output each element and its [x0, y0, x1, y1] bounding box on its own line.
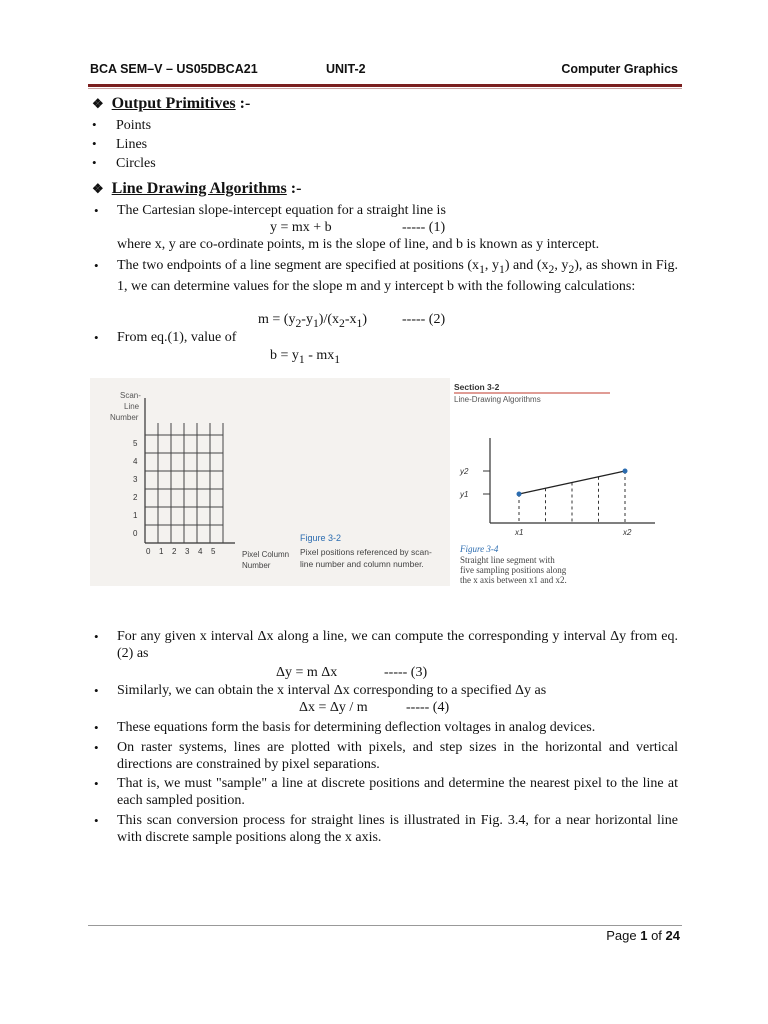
- equation-tag: ----- (2): [402, 312, 446, 327]
- subject-title: Computer Graphics: [561, 62, 678, 76]
- bullet-icon: •: [92, 117, 97, 132]
- equation-3: Δy = m Δx: [276, 665, 338, 680]
- paragraph: On raster systems, lines are plotted with pixels, and step sizes in the horizontal and vertical directions are constrained by pixel separations.: [117, 740, 678, 772]
- section-head: Section 3-2: [454, 382, 500, 392]
- figure-caption: five sampling positions along: [460, 565, 567, 575]
- y-axis-label: Number: [110, 413, 139, 422]
- diamond-bullet-icon: ❖: [92, 181, 104, 196]
- x-label: x1: [515, 528, 524, 537]
- section-title: Line Drawing Algorithms: [111, 180, 287, 197]
- header-rule: [88, 84, 682, 87]
- y-axis-label: Scan-: [120, 391, 141, 400]
- y-tick: 1: [133, 511, 138, 520]
- equation-b: $b = y_1 - mx_1$: [270, 348, 341, 366]
- paragraph: Similarly, we can obtain the x interval Δx corresponding to a specified Δy as: [117, 683, 547, 698]
- x-label: x2: [623, 528, 632, 537]
- equation-2: $m = (y_2-y_1)/(x_2-x_1)$: [258, 312, 367, 330]
- figure-caption: Pixel positions referenced by scan-: [300, 547, 432, 557]
- bullet-icon: •: [92, 155, 97, 170]
- equation-1: y = mx + b: [270, 220, 332, 235]
- paragraph: The two endpoints of a line segment are specified at positions ($x_1$, $y_1$) and ($x_2$, $y_2$), as shown in Fig. 1, we can determine values for the slope m and y intercept b with the following calculations:: [117, 258, 679, 294]
- x-tick: 2: [172, 547, 177, 556]
- bullet-icon: •: [94, 330, 99, 345]
- y-label: y2: [460, 467, 469, 476]
- figure-caption: Straight line segment with: [460, 555, 555, 565]
- figure-3-4: [450, 378, 680, 586]
- x-axis-label: Pixel Column: [242, 550, 290, 559]
- list-item: • Lines: [92, 136, 148, 152]
- paragraph: The Cartesian slope-intercept equation for a straight line is: [117, 203, 446, 218]
- paragraph: These equations form the basis for determining deflection voltages in analog devices.: [117, 720, 596, 735]
- footer-rule: [88, 925, 682, 926]
- figure-caption-title: Figure 3-4: [460, 544, 499, 554]
- section-line-drawing: ❖ Line Drawing Algorithms :-: [92, 180, 302, 197]
- paragraph: This scan conversion process for straight lines is illustrated in Fig. 3.4, for a near horizontal line with discrete sample positions along the x axis.: [117, 813, 678, 845]
- equation-4: Δx = Δy / m: [299, 700, 368, 715]
- section-output-primitives: ❖ Output Primitives :-: [92, 95, 251, 112]
- y-tick: 4: [133, 457, 138, 466]
- y-tick: 2: [133, 493, 138, 502]
- bullet-icon: •: [94, 740, 99, 755]
- diamond-bullet-icon: ❖: [92, 96, 104, 111]
- bullet-icon: •: [94, 776, 99, 791]
- equation-tag: ----- (3): [384, 665, 428, 680]
- x-tick: 3: [185, 547, 190, 556]
- y-tick: 3: [133, 475, 138, 484]
- y-axis-label: Line: [124, 402, 140, 411]
- paragraph: For any given x interval Δx along a line, we can compute the corresponding y interval Δy from eq. (2) as: [117, 629, 678, 661]
- unit-label: UNIT-2: [326, 62, 366, 76]
- x-ticks: [146, 547, 216, 556]
- y-tick: 0: [133, 529, 138, 538]
- list-item: • Circles: [92, 155, 156, 171]
- endpoint-start: [517, 492, 522, 497]
- equation-tag: ----- (1): [402, 220, 446, 235]
- paragraph: That is, we must "sample" a line at discrete positions and determine the nearest pixel to the line at each sampled position.: [117, 776, 678, 808]
- bullet-icon: •: [94, 813, 99, 828]
- figure-3-2: [110, 391, 432, 570]
- section-title: Output Primitives: [111, 95, 236, 112]
- bullet-icon: •: [94, 720, 99, 735]
- course-code: BCA SEM–V – US05DBCA21: [90, 62, 258, 76]
- figure-caption: line number and column number.: [300, 559, 424, 569]
- figure-caption: the x axis between x1 and x2.: [460, 575, 567, 585]
- paragraph: From eq.(1), value of: [117, 330, 237, 345]
- section-subhead: Line-Drawing Algorithms: [454, 395, 541, 404]
- header-rule-thin: [88, 88, 682, 89]
- bullet-icon: •: [94, 629, 99, 644]
- x-tick: 5: [211, 547, 216, 556]
- page-header: [90, 62, 678, 80]
- bullet-icon: •: [94, 683, 99, 698]
- figures-svg: [90, 378, 680, 586]
- y-ticks: [133, 439, 138, 538]
- figures-scan: [90, 378, 680, 586]
- x-axis-label: Number: [242, 561, 271, 570]
- pixel-grid: [145, 423, 223, 543]
- bullet-icon: •: [92, 136, 97, 151]
- page-number: Page 1 of 24: [606, 928, 680, 943]
- x-tick: 4: [198, 547, 203, 556]
- figure-caption-title: Figure 3-2: [300, 533, 342, 543]
- endpoint-end: [623, 469, 628, 474]
- x-tick: 0: [146, 547, 151, 556]
- paragraph: where x, y are co-ordinate points, m is the slope of line, and b is known as y intercept.: [117, 237, 600, 252]
- bullet-icon: •: [94, 203, 99, 218]
- y-label: y1: [460, 490, 469, 499]
- bullet-icon: •: [94, 258, 99, 273]
- list-item: • Points: [92, 117, 152, 133]
- equation-tag: ----- (4): [406, 700, 450, 715]
- x-tick: 1: [159, 547, 164, 556]
- y-tick: 5: [133, 439, 138, 448]
